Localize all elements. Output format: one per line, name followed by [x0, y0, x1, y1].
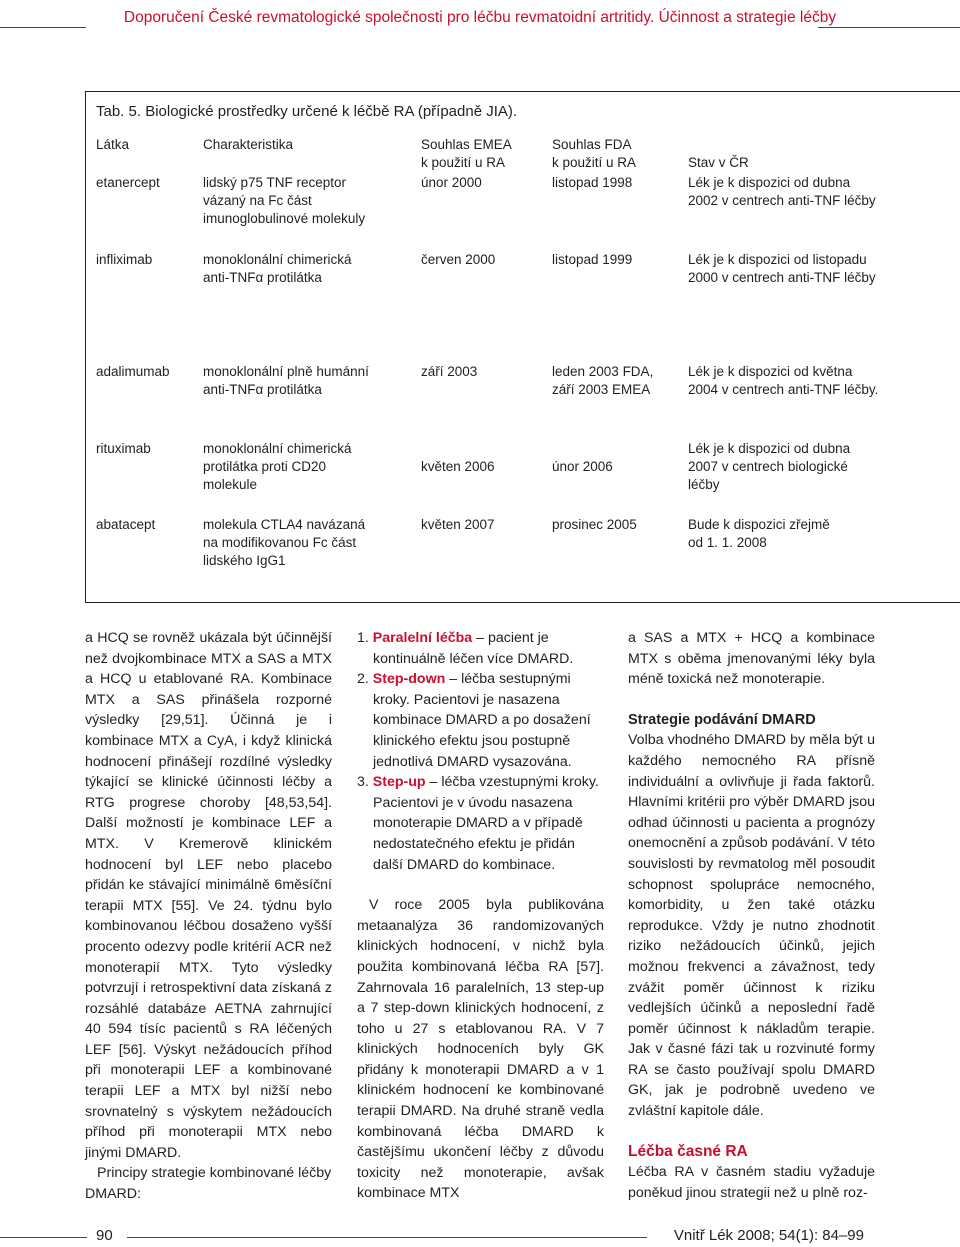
row-etanercept-fda: listopad 1998 — [552, 175, 633, 190]
row-adalimumab-char-2: anti-TNFα protilátka — [203, 382, 322, 397]
footer-rule-mid — [127, 1237, 647, 1238]
header-emea-2: k použití u RA — [421, 155, 506, 170]
list-item: 1. Paralelní léčba – pacient je kontinuálně léčen více DMARD. — [357, 630, 574, 667]
row-etanercept-stav-2: 2002 v centrech anti-TNF léčby — [688, 193, 876, 208]
row-etanercept-stav-1: Lék je k dispozici od dubna — [688, 175, 851, 190]
text-column-2 — [357, 628, 604, 1204]
paragraph: Principy strategie kombinované léčby DMARD: — [85, 1165, 332, 1203]
section-heading: Strategie podávání DMARD — [628, 711, 816, 728]
row-abatacept-latka: abatacept — [96, 517, 156, 532]
row-adalimumab-char-1: monoklonální plně humánní — [203, 364, 369, 379]
row-infliximab-char-1: monoklonální chimerická — [203, 252, 352, 267]
row-abatacept-fda: prosinec 2005 — [552, 517, 637, 532]
row-rituximab-stav-1: Lék je k dispozici od dubna — [688, 441, 851, 456]
row-abatacept-char-2: na modifikovanou Fc část — [203, 535, 357, 550]
row-abatacept-stav-1: Bude k dispozici zřejmě — [688, 517, 830, 532]
header-rule-right — [818, 27, 960, 28]
row-etanercept-char-3: imunoglobulinové molekuly — [203, 211, 366, 226]
row-rituximab-char-3: molekule — [203, 477, 258, 492]
header-emea-1: Souhlas EMEA — [421, 137, 512, 152]
row-rituximab-char-2: protilátka proti CD20 — [203, 459, 327, 474]
text-column-3 — [628, 628, 875, 1203]
list-item: 2. Step-down – léčba sestupnými kroky. Pacientovi je nasazena kombinace DMARD a po dosažení klinického efektu jsou postupně jednotlivá DMARD vysazována. — [357, 671, 591, 770]
footer-rule-left — [0, 1237, 87, 1238]
paragraph: a HCQ se rovněž ukázala být účinnější než dvojkombinace MTX a SAS a MTX a HCQ u etablované RA. Kombinace MTX a SAS přinášela rozporné výsledky [29,51]. Účinná je i kombinace MTX a CyA, i když klinická hodnocení přinášejí rozdílné výsledky týkající se klinické účinnosti léčby a RTG progrese choroby [48,53,54]. Další možností je kombinace LEF a MTX. V Kremerově klinickém hodnocení byl LEF nebo placebo přidán ke stávající minimálně 6měsíční terapii MTX [55]. Ve 24. týdnu bylo kombinovanou léčbou dosaženo vyšší procento odezvy podle kritérií ACR než monoterapií MTX. Tyto výsledky potvrzují i retrospektivní data získaná z rozsáhlé databáze AETNA zahrnující 40 594 tísíc pacientů s RA léčených LEF [56]. Výskyt nežádoucích příhod při monoterapii LEF a kombinované terapii LEF a MTX byl nižší nebo srovnatelný s výskytem nežádoucích příhod při monoterapii MTX nebo jinými DMARD. — [85, 630, 332, 1161]
paragraph: Léčba RA v časném stadiu vyžaduje poněkud jinou strategii než u plně roz- — [628, 1164, 875, 1201]
row-infliximab-stav-1: Lék je k dispozici od listopadu — [688, 252, 867, 267]
text-column-1 — [85, 628, 332, 1205]
row-rituximab-latka: rituximab — [96, 441, 151, 456]
row-abatacept-char-1: molekula CTLA4 navázaná — [203, 517, 366, 532]
row-adalimumab-emea: září 2003 — [421, 364, 478, 379]
header-fda-2: k použití u RA — [552, 155, 637, 170]
row-etanercept-latka: etanercept — [96, 175, 160, 190]
row-infliximab-stav-2: 2000 v centrech anti-TNF léčby — [688, 270, 876, 285]
header-fda-1: Souhlas FDA — [552, 137, 632, 152]
header-charakteristika: Charakteristika — [203, 137, 294, 152]
row-rituximab-char-1: monoklonální chimerická — [203, 441, 352, 456]
strategy-list — [357, 628, 604, 875]
running-header: Doporučení České revmatologické společnosti pro léčbu revmatoidní artritidy. Účinnost a strategie léčby — [123, 9, 837, 26]
header-latka: Látka — [96, 137, 130, 152]
row-infliximab-fda: listopad 1999 — [552, 252, 633, 267]
row-etanercept-char-1: lidský p75 TNF receptor — [203, 175, 347, 190]
row-rituximab-stav-2: 2007 v centrech biologické — [688, 459, 848, 474]
row-abatacept-char-3: lidského IgG1 — [203, 553, 286, 568]
row-adalimumab-latka: adalimumab — [96, 364, 170, 379]
list-item: 3. Step-up – léčba vzestupnými kroky. Pacientovi je v úvodu nasazena monoterapie DMARD a v případě nedostatečného efektu je přidán další DMARD do kombinace. — [357, 774, 599, 873]
row-rituximab-fda: únor 2006 — [552, 459, 613, 474]
header-stav: Stav v ČR — [688, 155, 749, 170]
row-infliximab-char-2: anti-TNFα protilátka — [203, 270, 322, 285]
row-abatacept-stav-2: od 1. 1. 2008 — [688, 535, 767, 550]
row-rituximab-stav-3: léčby — [688, 477, 720, 492]
section-heading: Léčba časné RA — [628, 1142, 748, 1160]
row-infliximab-emea: červen 2000 — [421, 252, 496, 267]
row-abatacept-emea: květen 2007 — [421, 517, 495, 532]
paragraph: V roce 2005 byla publikována metaanalýza 36 randomizovaných klinických hodnocení, v nichž byla použita kombinovaná léčba RA [57]. Zahrnovala 16 paralelních, 13 step-up a 7 step-down klinických hodnocení, z toho u 27 s etablovanou RA. V 7 klinických hodnoceních byly GK přidány k monoterapii DMARD a v 1 klinickém hodnocení ke kombinované terapii DMARD. Na druhé straně vedla kombinovaná léčba DMARD k častějšímu ukončení léčby z důvodu toxicity než monoterapie, avšak kombinace MTX — [357, 897, 604, 1202]
paragraph: Volba vhodného DMARD by měla být u každého nemocného RA přísně individuální a ovlivňuje ji řada faktorů. Hlavními kritérii pro výběr DMARD jsou odhad účinnosti u pacienta a prognózy onemocnění a způsob podávání. V této souvislosti by revmatolog měl posoudit schopnost spolupráce nemocného, komorbidity, u žen také otázku reprodukce. Vždy je nutno zhodnotit riziko nežádoucích účinků, jejich možnou frekvenci a závažnost, tedy zvážit poměr účinnost k riziku vedlejších účinků a neposlední řadě poměr účinnost k nákladům terapie. Jak v časné fázi tak u rozvinuté formy RA se často používají spolu DMARD GK, jak je podrobně uvedeno ve zvláštní kapitole dále. — [628, 732, 875, 1120]
row-rituximab-emea: květen 2006 — [421, 459, 495, 474]
paragraph: a SAS a MTX + HCQ a kombinace MTX s oběma jmenovanými léky byla méně toxická než monoterapie. — [628, 630, 875, 688]
row-adalimumab-stav-2: 2004 v centrech anti-TNF léčby. — [688, 382, 879, 397]
row-adalimumab-stav-1: Lék je k dispozici od května — [688, 364, 853, 379]
table-caption: Tab. 5. Biologické prostředky určené k léčbě RA (případně JIA). — [96, 103, 518, 120]
row-etanercept-emea: únor 2000 — [421, 175, 482, 190]
row-etanercept-char-2: vázaný na Fc část — [203, 193, 312, 208]
row-infliximab-latka: infliximab — [96, 252, 153, 267]
page-number: 90 — [96, 1227, 113, 1244]
header-rule-left — [0, 27, 86, 28]
row-adalimumab-fda-2: září 2003 EMEA — [552, 382, 651, 397]
row-adalimumab-fda-1: leden 2003 FDA, — [552, 364, 654, 379]
journal-citation: Vnitř Lék 2008; 54(1): 84–99 — [673, 1227, 864, 1244]
